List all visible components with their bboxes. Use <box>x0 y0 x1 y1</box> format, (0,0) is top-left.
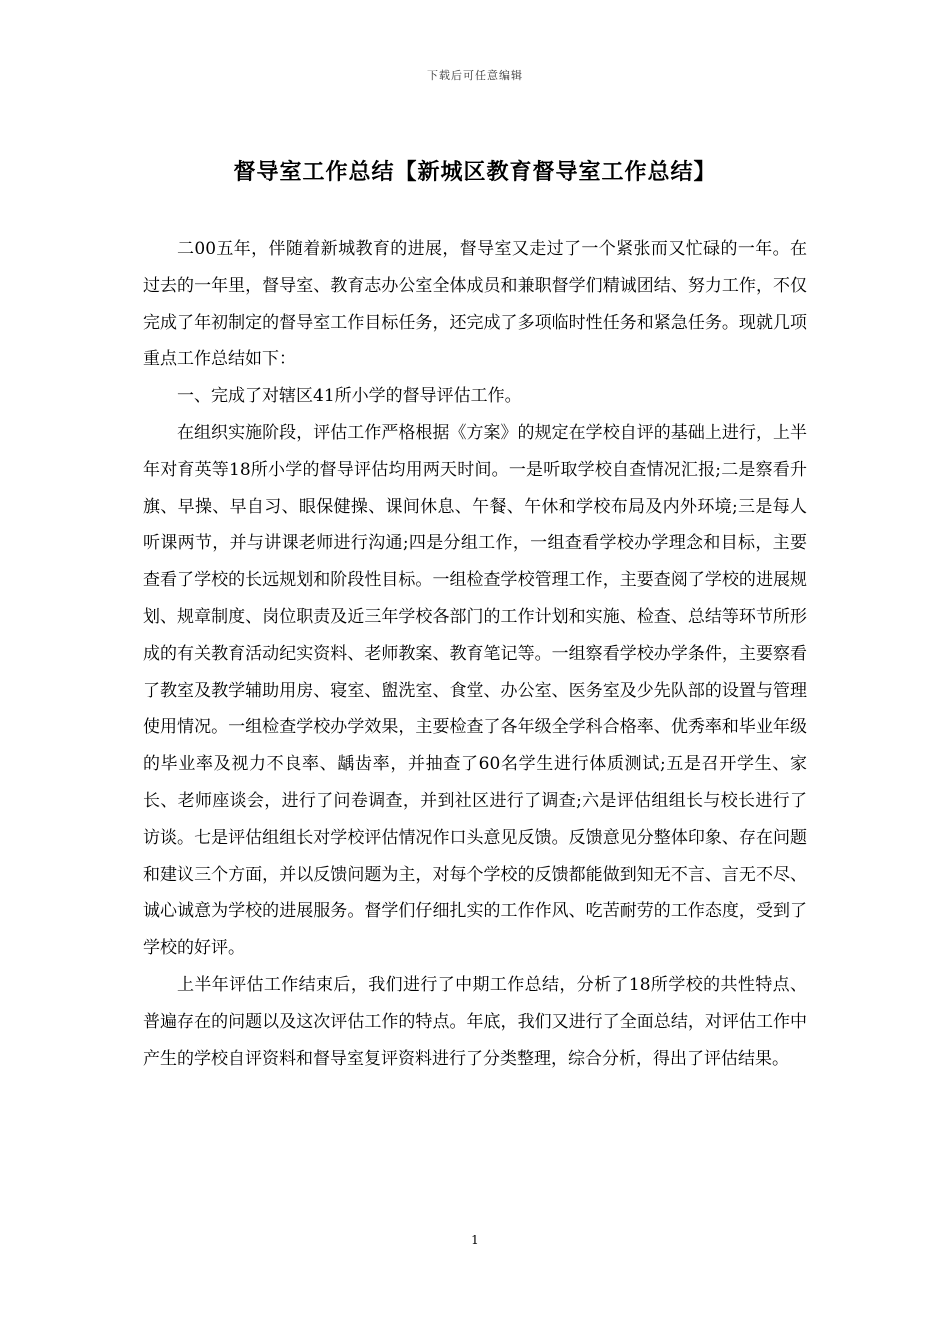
paragraph-intro: 二00五年，伴随着新城教育的进展，督导室又走过了一个紧张而又忙碌的一年。在过去的一年里，督导室、教育志办公室全体成员和兼职督学们精诚团结、努力工作，不仅完成了年初制定的督导室工作目标任务，还完成了多项临时性任务和紧急任务。现就几项重点工作总结如下： <box>143 239 807 370</box>
header-note: 下载后可任意编辑 <box>427 69 523 82</box>
document-title: 督导室工作总结【新城区教育督导室工作总结】 <box>233 159 717 185</box>
paragraph-implementation: 在组织实施阶段，评估工作严格根据《方案》的规定在学校自评的基础上进行，上半年对育英等18所小学的督导评估均用两天时间。一是听取学校自查情况汇报;二是察看升旗、早操、早自习、眼保健操、课间休息、午餐、午休和学校布局及内外环境;三是每人听课两节，并与讲课老师进行沟通;四是分组工作，一组查看学校办学理念和目标，主要查看了学校的长远规划和阶段性目标。一组检查学校管理工作，主要查阅了学校的进展规划、规章制度、岗位职责及近三年学校各部门的工作计划和实施、检查、总结等环节所形成的有关教育活动纪实资料、老师教案、教育笔记等。一组察看学校办学条件，主要察看了教室及教学辅助用房、寝室、盥洗室、食堂、办公室、医务室及少先队部的设置与管理使用情况。一组检查学校办学效果，主要检查了各年级全学科合格率、优秀率和毕业年级的毕业率及视力不良率、龋齿率，并抽查了60名学生进行体质测试;五是召开学生、家长、老师座谈会，进行了问卷调查，并到社区进行了调查;六是评估组组长与校长进行了访谈。七是评估组组长对学校评估情况作口头意见反馈。反馈意见分整体印象、存在问题和建议三个方面，并以反馈问题为主，对每个学校的反馈都能做到知无不言、言无不尽、诚心诚意为学校的进展服务。督学们仔细扎实的工作作风、吃苦耐劳的工作态度，受到了学校的好评。 <box>143 422 807 959</box>
page-number: 1 <box>471 1233 479 1247</box>
paragraph-section-heading: 一、完成了对辖区41所小学的督导评估工作。 <box>177 386 522 407</box>
document-body <box>143 231 807 1077</box>
paragraph-summary: 上半年评估工作结束后，我们进行了中期工作总结，分析了18所学校的共性特点、普遍存在的问题以及这次评估工作的特点。年底，我们又进行了全面总结，对评估工作中产生的学校自评资料和督导室复评资料进行了分类整理，综合分析，得出了评估结果。 <box>143 974 807 1069</box>
